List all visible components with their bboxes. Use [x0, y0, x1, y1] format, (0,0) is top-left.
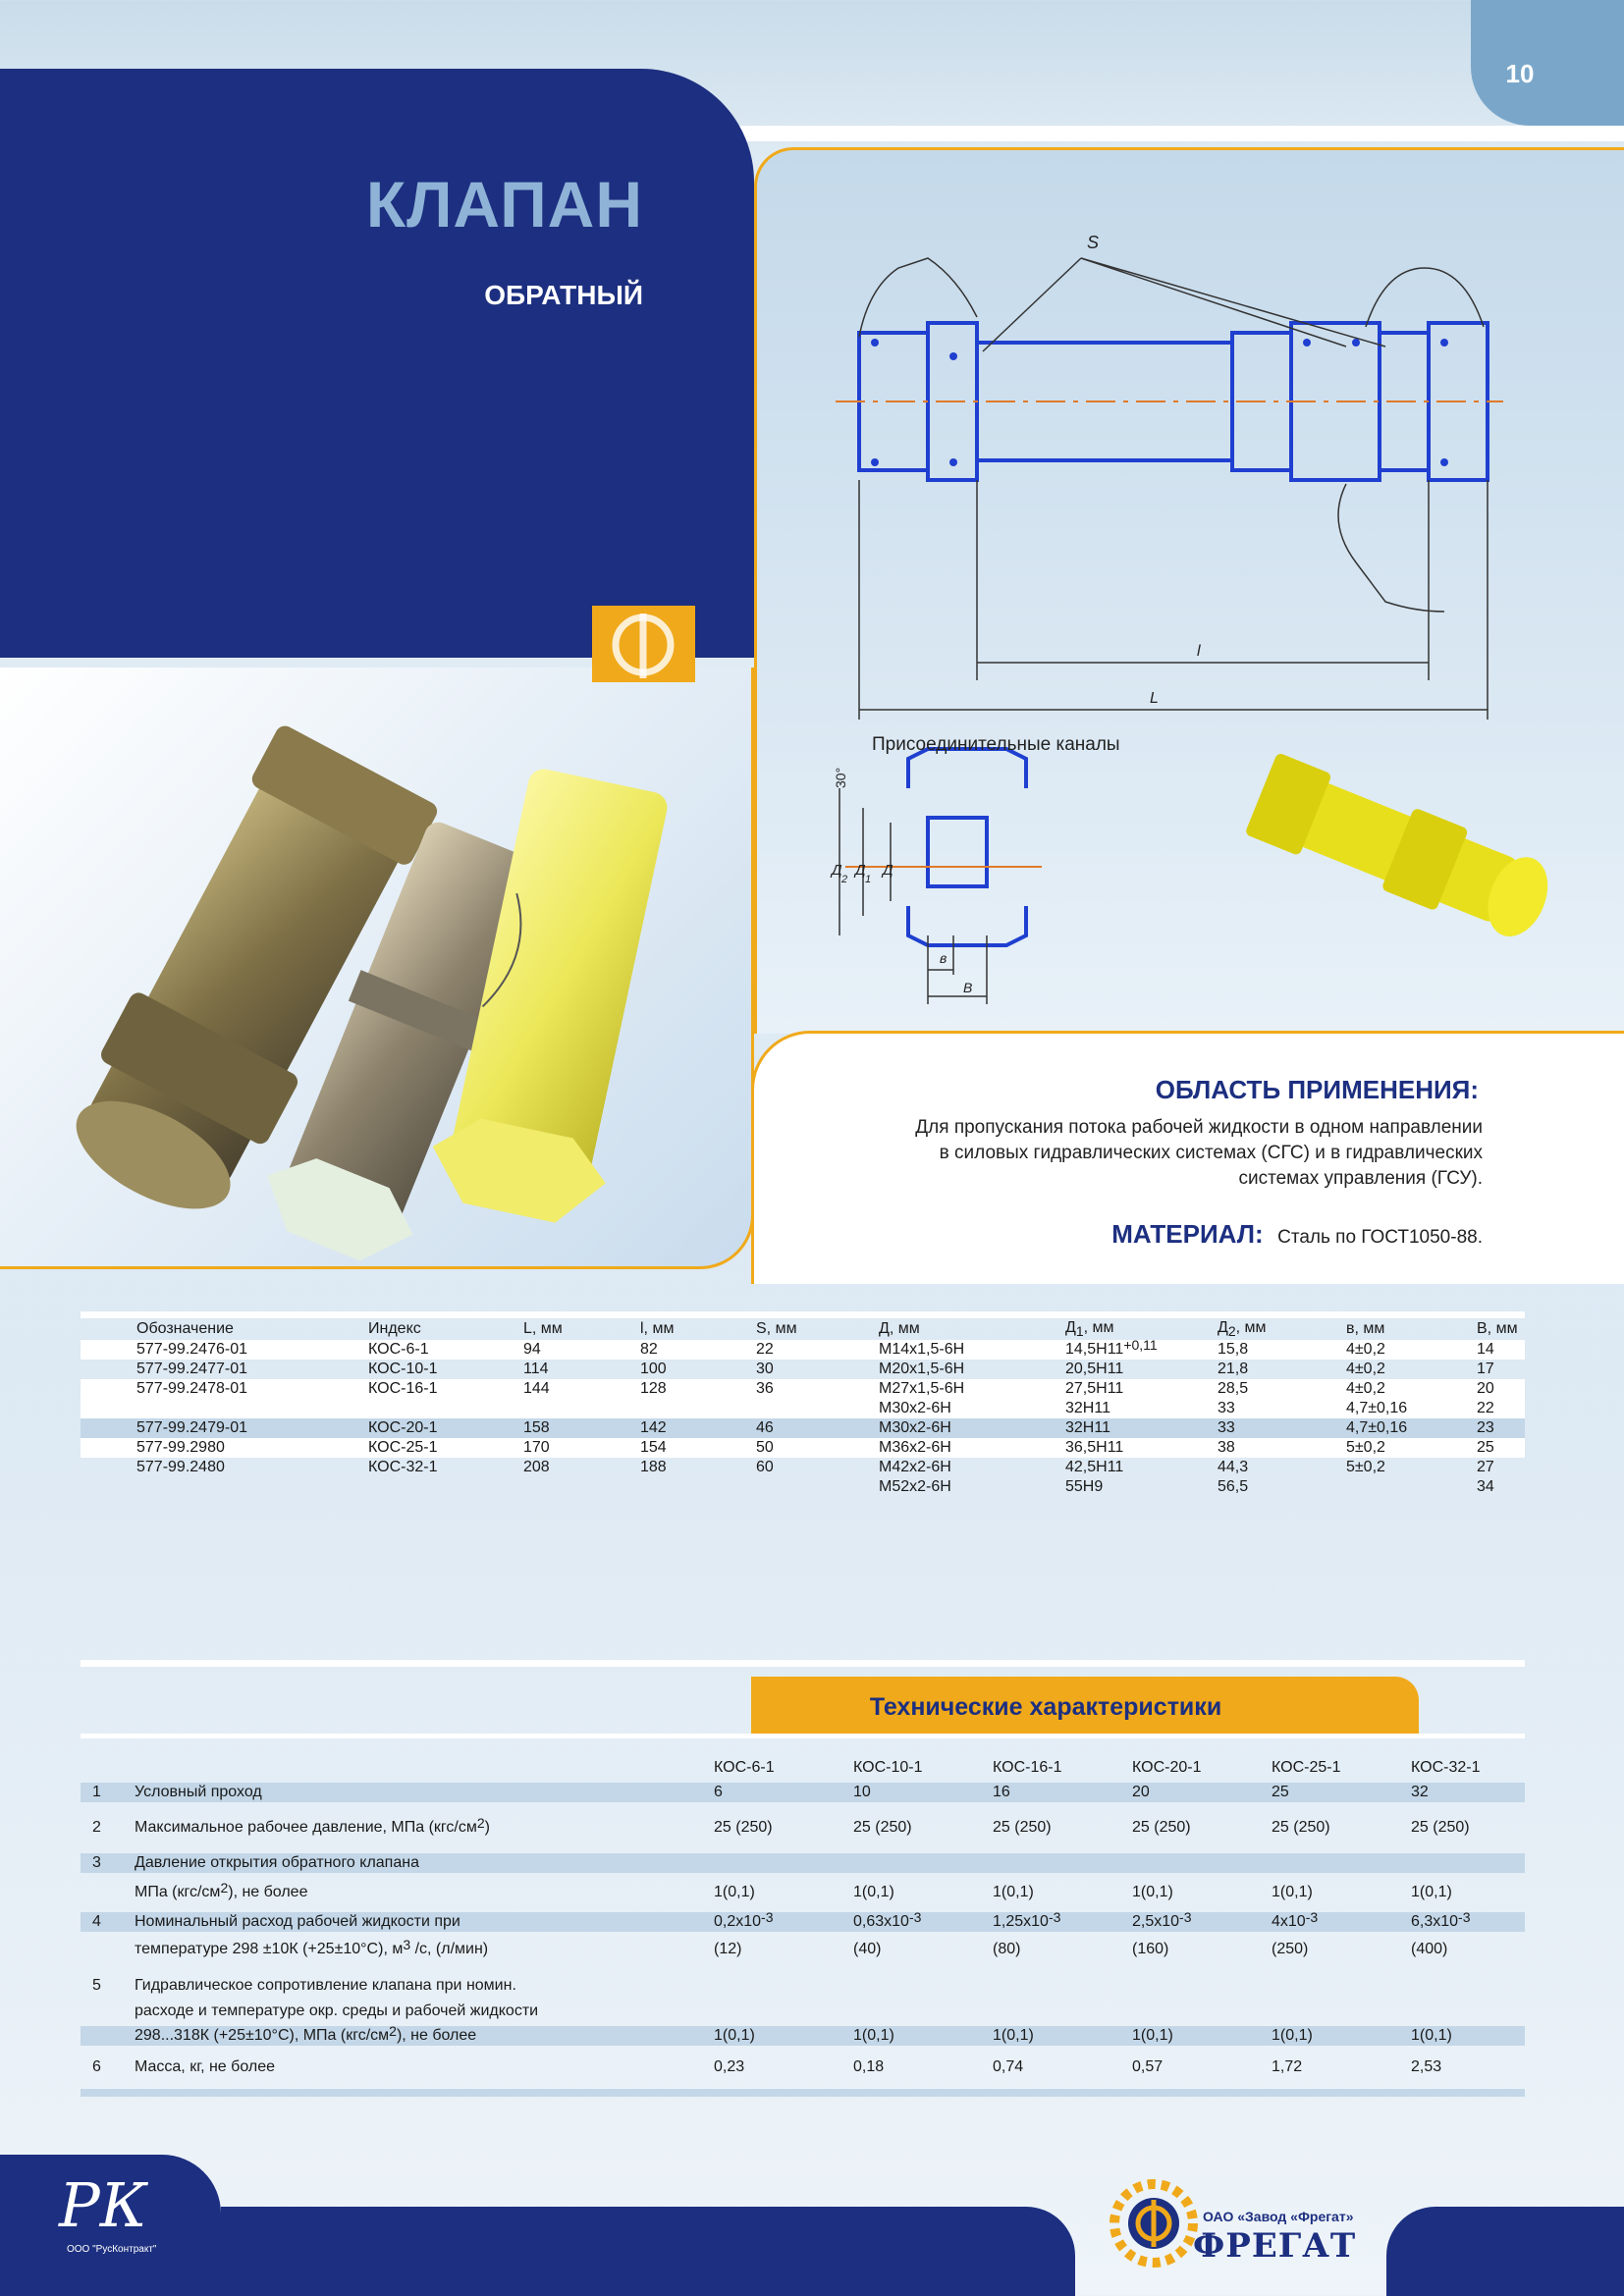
dim-cell: 5±0,2 — [1346, 1439, 1385, 1457]
table-row: 2 Максимальное рабочее давление, МПа $(кгс/см^2)$ 25 (250) 25 (250) 25 (250) 25 (250) 25 (250) 25 (250) — [81, 1802, 1525, 1853]
dim-label-b-big: В — [963, 980, 973, 995]
dim-cell: 188 — [640, 1459, 667, 1476]
dim-header-d1: $Д_1$, мм — [1065, 1319, 1114, 1340]
dim-header-cell: l, мм — [640, 1320, 675, 1338]
dim-cell: 20 — [1477, 1380, 1494, 1398]
rk-logo: РК — [59, 2169, 147, 2241]
tech-value: 0,23 — [714, 2058, 745, 2075]
dim-label-L: L — [1150, 690, 1159, 707]
dim-cell — [135, 1477, 367, 1497]
dim-cell — [367, 1399, 522, 1418]
dim-cell-d1: 32Н11 — [1065, 1419, 1110, 1437]
dim-cell: КОС-10-1 — [368, 1361, 438, 1378]
tech-value: 32 — [1411, 1784, 1429, 1800]
dim-cell: 158 — [523, 1419, 550, 1437]
dim-cell: 94 — [523, 1341, 541, 1359]
tech-header-row — [81, 1753, 1525, 1783]
footer-middle-band — [221, 2207, 1075, 2296]
dim-cell: 30 — [756, 1361, 774, 1378]
table-row — [81, 1379, 1525, 1399]
tech-value: $4х10^{-3}$ — [1272, 1909, 1319, 1930]
dim-cell: КОС-32-1 — [368, 1459, 438, 1476]
dim-cell: 23 — [1477, 1419, 1494, 1437]
material-heading: МАТЕРИАЛ: — [1111, 1219, 1264, 1249]
dim-label-d2: Д — [832, 862, 842, 879]
fregat-company-name: ОАО «Завод «Фрегат» — [1203, 2209, 1354, 2224]
tech-value: (400) — [1411, 1941, 1448, 1957]
tech-value: 25 (250) — [1272, 1819, 1330, 1836]
dim-cell — [755, 1477, 878, 1497]
dim-cell: КОС-6-1 — [368, 1341, 429, 1359]
dimensions-table — [81, 1318, 1525, 1497]
dim-cell: 5±0,2 — [1346, 1459, 1385, 1476]
table-row — [81, 1438, 1525, 1458]
dim-cell: 82 — [640, 1341, 658, 1359]
connection-channels-label: Присоединительные каналы — [872, 734, 1120, 755]
footer-right-band — [1386, 2207, 1624, 2296]
tech-value: 25 — [1272, 1784, 1289, 1800]
dim-cell: 100 — [640, 1361, 667, 1378]
table-row — [81, 1360, 1525, 1379]
dim-cell: 577-99.2478-01 — [136, 1380, 247, 1398]
dim-cell: КОС-16-1 — [368, 1380, 438, 1398]
dim-label-d2-sub: 2 — [841, 874, 848, 885]
table-row: 298...318К (+25±10°С), МПа $(кгс/см^2)$, не более 1(0,1) 1(0,1) 1(0,1) 1(0,1) 1(0,1) 1(0,1) — [81, 2026, 1525, 2046]
dim-label-d: Д — [883, 862, 893, 879]
dim-cell — [1345, 1477, 1476, 1497]
dim-cell-d1: 27,5Н11 — [1065, 1380, 1124, 1398]
tech-value: 1(0,1) — [714, 2027, 755, 2044]
tech-value: 1(0,1) — [853, 1884, 894, 1900]
dim-cell: 15,8 — [1218, 1341, 1249, 1359]
table-row: 4 Номинальный расход рабочей жидкости при $0,2х10^{-3}$ $0,63х10^{-3}$ $1,25х10^{-3}$ $2,5х10^{-3}$ $4х10^{-3}$ $6,3х10^{-3}$ — [81, 1912, 1525, 1932]
material-line — [766, 1219, 1483, 1251]
dim-cell-d1: 42,5Н11 — [1065, 1459, 1124, 1476]
dim-header-d2: $Д_2$, мм — [1218, 1319, 1267, 1340]
dim-cell: 14 — [1477, 1341, 1494, 1359]
table-row: 1 Условный проход 6 10 16 20 25 32 — [81, 1783, 1525, 1802]
tech-value: 1(0,1) — [993, 1884, 1034, 1900]
dim-cell: 154 — [640, 1439, 667, 1457]
tech-value: 1(0,1) — [1411, 1884, 1452, 1900]
dim-cell: М27х1,5-6Н — [879, 1380, 965, 1398]
table-row: расходе и температуре окр. среды и рабочей жидкости — [135, 2002, 539, 2019]
page-number: 10 — [1505, 59, 1535, 88]
material-text: Сталь по ГОСТ1050-88. — [1277, 1227, 1483, 1248]
dim-cell: 60 — [756, 1459, 774, 1476]
dim-cell: 114 — [523, 1361, 549, 1378]
technical-drawing-panel — [754, 147, 1624, 1034]
tech-value: 1(0,1) — [1272, 2027, 1313, 2044]
dim-cell: 4±0,2 — [1346, 1341, 1385, 1359]
dim-cell — [755, 1399, 878, 1418]
page-subtitle: ОБРАТНЫЙ — [484, 280, 643, 310]
dim-cell: 21,8 — [1218, 1361, 1249, 1378]
dim-cell: 17 — [1477, 1361, 1494, 1378]
dim-header-cell: В, мм — [1477, 1320, 1518, 1338]
tech-value: 25 (250) — [714, 1819, 773, 1836]
tech-value: 1,72 — [1272, 2058, 1303, 2075]
tech-value: 1(0,1) — [1272, 1884, 1313, 1900]
tech-value: (40) — [853, 1941, 882, 1957]
tech-value: 0,74 — [993, 2058, 1024, 2075]
dim-label-l: l — [1197, 643, 1201, 660]
application-line-2: в силовых гидравлических системах (СГС) и в гидравлических — [939, 1143, 1483, 1163]
tech-value: 10 — [853, 1784, 871, 1800]
dim-cell: 46 — [756, 1419, 774, 1437]
dim-header-cell: в, мм — [1346, 1320, 1385, 1338]
dim-cell: 25 — [1477, 1439, 1494, 1457]
dim-cell: М30х2-6Н — [879, 1400, 951, 1417]
tech-value: 25 (250) — [853, 1819, 912, 1836]
hero-banner — [0, 69, 754, 658]
dim-header-cell: Д, мм — [879, 1320, 920, 1338]
tech-value: (160) — [1132, 1941, 1169, 1957]
tech-value: 20 — [1132, 1784, 1150, 1800]
dim-cell: 4,7±0,16 — [1346, 1400, 1408, 1417]
dim-cell: КОС-20-1 — [368, 1419, 438, 1437]
dim-cell: 28,5 — [1218, 1380, 1249, 1398]
table-row — [81, 1477, 1525, 1497]
dim-cell: 33 — [1218, 1400, 1235, 1417]
dim-cell: 22 — [1477, 1400, 1494, 1417]
dim-cell: КОС-25-1 — [368, 1439, 438, 1457]
tech-value: $1,25х10^{-3}$ — [993, 1909, 1061, 1930]
application-line-1: Для пропускания потока рабочей жидкости в одном направлении — [915, 1117, 1483, 1138]
dim-cell — [639, 1399, 755, 1418]
dim-cell — [135, 1399, 367, 1418]
tech-value: 0,18 — [853, 2058, 885, 2075]
tech-model-header: КОС-25-1 — [1272, 1759, 1341, 1776]
dim-cell-d1: 55Н9 — [1065, 1478, 1104, 1496]
dim-cell: М30х2-6Н — [879, 1419, 951, 1437]
tech-model-header: КОС-10-1 — [853, 1759, 923, 1776]
dim-cell-d1: 20,5Н11 — [1065, 1361, 1124, 1378]
dim-header-cell: Индекс — [368, 1320, 421, 1338]
dim-cell — [639, 1477, 755, 1497]
dim-cell-d1: 32Н11 — [1065, 1400, 1110, 1417]
tech-model-header: КОС-32-1 — [1411, 1759, 1481, 1776]
tech-specs-divider — [81, 1734, 1525, 1738]
application-heading: ОБЛАСТЬ ПРИМЕНЕНИЯ: — [1155, 1075, 1479, 1104]
angle-label: 30° — [833, 767, 848, 788]
dim-cell: 34 — [1477, 1478, 1494, 1496]
dim-label-d1-sub: 1 — [865, 874, 872, 885]
tech-value: 25 (250) — [1411, 1819, 1470, 1836]
dim-cell: 577-99.2477-01 — [136, 1361, 247, 1378]
dim-cell: 44,3 — [1218, 1459, 1249, 1476]
table-row — [81, 1340, 1525, 1360]
dim-cell: 38 — [1218, 1439, 1235, 1457]
dim-cell: 577-99.2480 — [136, 1459, 225, 1476]
dim-header-cell: L, мм — [523, 1320, 563, 1338]
dim-cell: 27 — [1477, 1459, 1494, 1476]
application-text — [766, 1115, 1483, 1192]
fregat-brand: ФРЕГАТ — [1193, 2226, 1357, 2266]
dim-header-cell: Обозначение — [136, 1320, 234, 1338]
tech-value: 1(0,1) — [1132, 2027, 1173, 2044]
table-row: 5 Гидравлическое сопротивление клапана при номин. — [92, 1976, 516, 1994]
tech-specs-table — [81, 1753, 1525, 2097]
table-row: МПа $(кгс/см^2)$, не более 1(0,1) 1(0,1) 1(0,1) 1(0,1) 1(0,1) 1(0,1) — [81, 1873, 1525, 1912]
tech-value: 6 — [714, 1784, 723, 1800]
dim-cell: М14х1,5-6Н — [879, 1341, 965, 1359]
table-row — [81, 1399, 1525, 1418]
dim-cell-d1: 36,5Н11 — [1065, 1439, 1124, 1457]
dim-cell: 208 — [523, 1459, 550, 1476]
tech-value: 2,53 — [1411, 2058, 1442, 2075]
dim-cell: 577-99.2479-01 — [136, 1419, 247, 1437]
company-logo-tile — [592, 606, 695, 682]
valves-photo — [0, 667, 751, 1266]
dim-cell: М36х2-6Н — [879, 1439, 951, 1457]
dim-cell: 4±0,2 — [1346, 1380, 1385, 1398]
dim-cell: 22 — [756, 1341, 774, 1359]
dim-cell — [522, 1477, 639, 1497]
table-row: 3 Давление открытия обратного клапана — [81, 1853, 1525, 1873]
dim-header-row — [81, 1318, 1525, 1340]
dim-cell: 56,5 — [1218, 1478, 1249, 1496]
tech-value: 1(0,1) — [714, 1884, 755, 1900]
tech-bottom-rule — [81, 2089, 1525, 2097]
tech-value: 1(0,1) — [853, 2027, 894, 2044]
dim-cell: 170 — [523, 1439, 550, 1457]
tech-value: 16 — [993, 1784, 1010, 1800]
tech-value: $0,2х10^{-3}$ — [714, 1909, 774, 1930]
tech-value: 1(0,1) — [993, 2027, 1034, 2044]
dim-header-cell: S, мм — [756, 1320, 797, 1338]
tech-value: 25 (250) — [993, 1819, 1052, 1836]
dim-cell-d1: $14,5Н11^{+0,11}$ — [1065, 1337, 1158, 1359]
tech-model-header: КОС-20-1 — [1132, 1759, 1202, 1776]
rk-company-name: ООО "РусКонтракт" — [67, 2244, 157, 2255]
page-title: КЛАПАН — [365, 168, 643, 240]
tech-value: 0,57 — [1132, 2058, 1164, 2075]
table-row — [81, 1458, 1525, 1477]
tech-value: $6,3х10^{-3}$ — [1411, 1909, 1471, 1930]
application-line-3: системах управления (ГСУ). — [1238, 1168, 1483, 1189]
fregat-logo-icon — [592, 606, 695, 682]
dim-cell: 142 — [640, 1419, 667, 1437]
dim-cell: 50 — [756, 1439, 774, 1457]
table-row: температуре 298 ±10К (+25±10°С), $м^3$ /с, (л/мин) (12) (40) (80) (160) (250) (400) — [81, 1932, 1525, 1967]
dim-label-b-small: в — [940, 950, 947, 966]
tech-value: 25 (250) — [1132, 1819, 1191, 1836]
tech-value: (250) — [1272, 1941, 1309, 1957]
fregat-gear-icon — [1110, 2164, 1198, 2287]
tech-value: (80) — [993, 1941, 1021, 1957]
dim-label-d1: Д — [855, 862, 866, 879]
valve-drawing — [757, 150, 1624, 1034]
dim-cell — [522, 1399, 639, 1418]
dim-cell: М42х2-6Н — [879, 1459, 951, 1476]
dim-cell: 33 — [1218, 1419, 1235, 1437]
dim-label-s: S — [1087, 233, 1100, 252]
dim-cell: 128 — [640, 1380, 667, 1398]
tech-specs-title: Технические характеристики — [869, 1693, 1222, 1721]
tech-model-header: КОС-6-1 — [714, 1759, 775, 1776]
dim-cell: 144 — [523, 1380, 550, 1398]
dim-cell: 4,7±0,16 — [1346, 1419, 1408, 1437]
table-row: 6 Масса, кг, не более 0,23 0,18 0,74 0,57 1,72 2,53 — [81, 2046, 1525, 2089]
dim-cell: 4±0,2 — [1346, 1361, 1385, 1378]
table-row — [81, 1418, 1525, 1438]
dim-cell: М20х1,5-6Н — [879, 1361, 965, 1378]
tech-value: 1(0,1) — [1411, 2027, 1452, 2044]
dim-cell — [367, 1477, 522, 1497]
dim-cell: 36 — [756, 1380, 774, 1398]
tech-value: 1(0,1) — [1132, 1884, 1173, 1900]
dim-cell: 577-99.2476-01 — [136, 1341, 247, 1359]
tech-model-header: КОС-16-1 — [993, 1759, 1062, 1776]
tech-value: (12) — [714, 1941, 742, 1957]
dim-cell: М52х2-6Н — [879, 1478, 951, 1496]
tech-value: $0,63х10^{-3}$ — [853, 1909, 922, 1930]
dim-cell: 577-99.2980 — [136, 1439, 225, 1457]
tech-value: $2,5х10^{-3}$ — [1132, 1909, 1192, 1930]
product-photo-panel — [0, 667, 754, 1269]
